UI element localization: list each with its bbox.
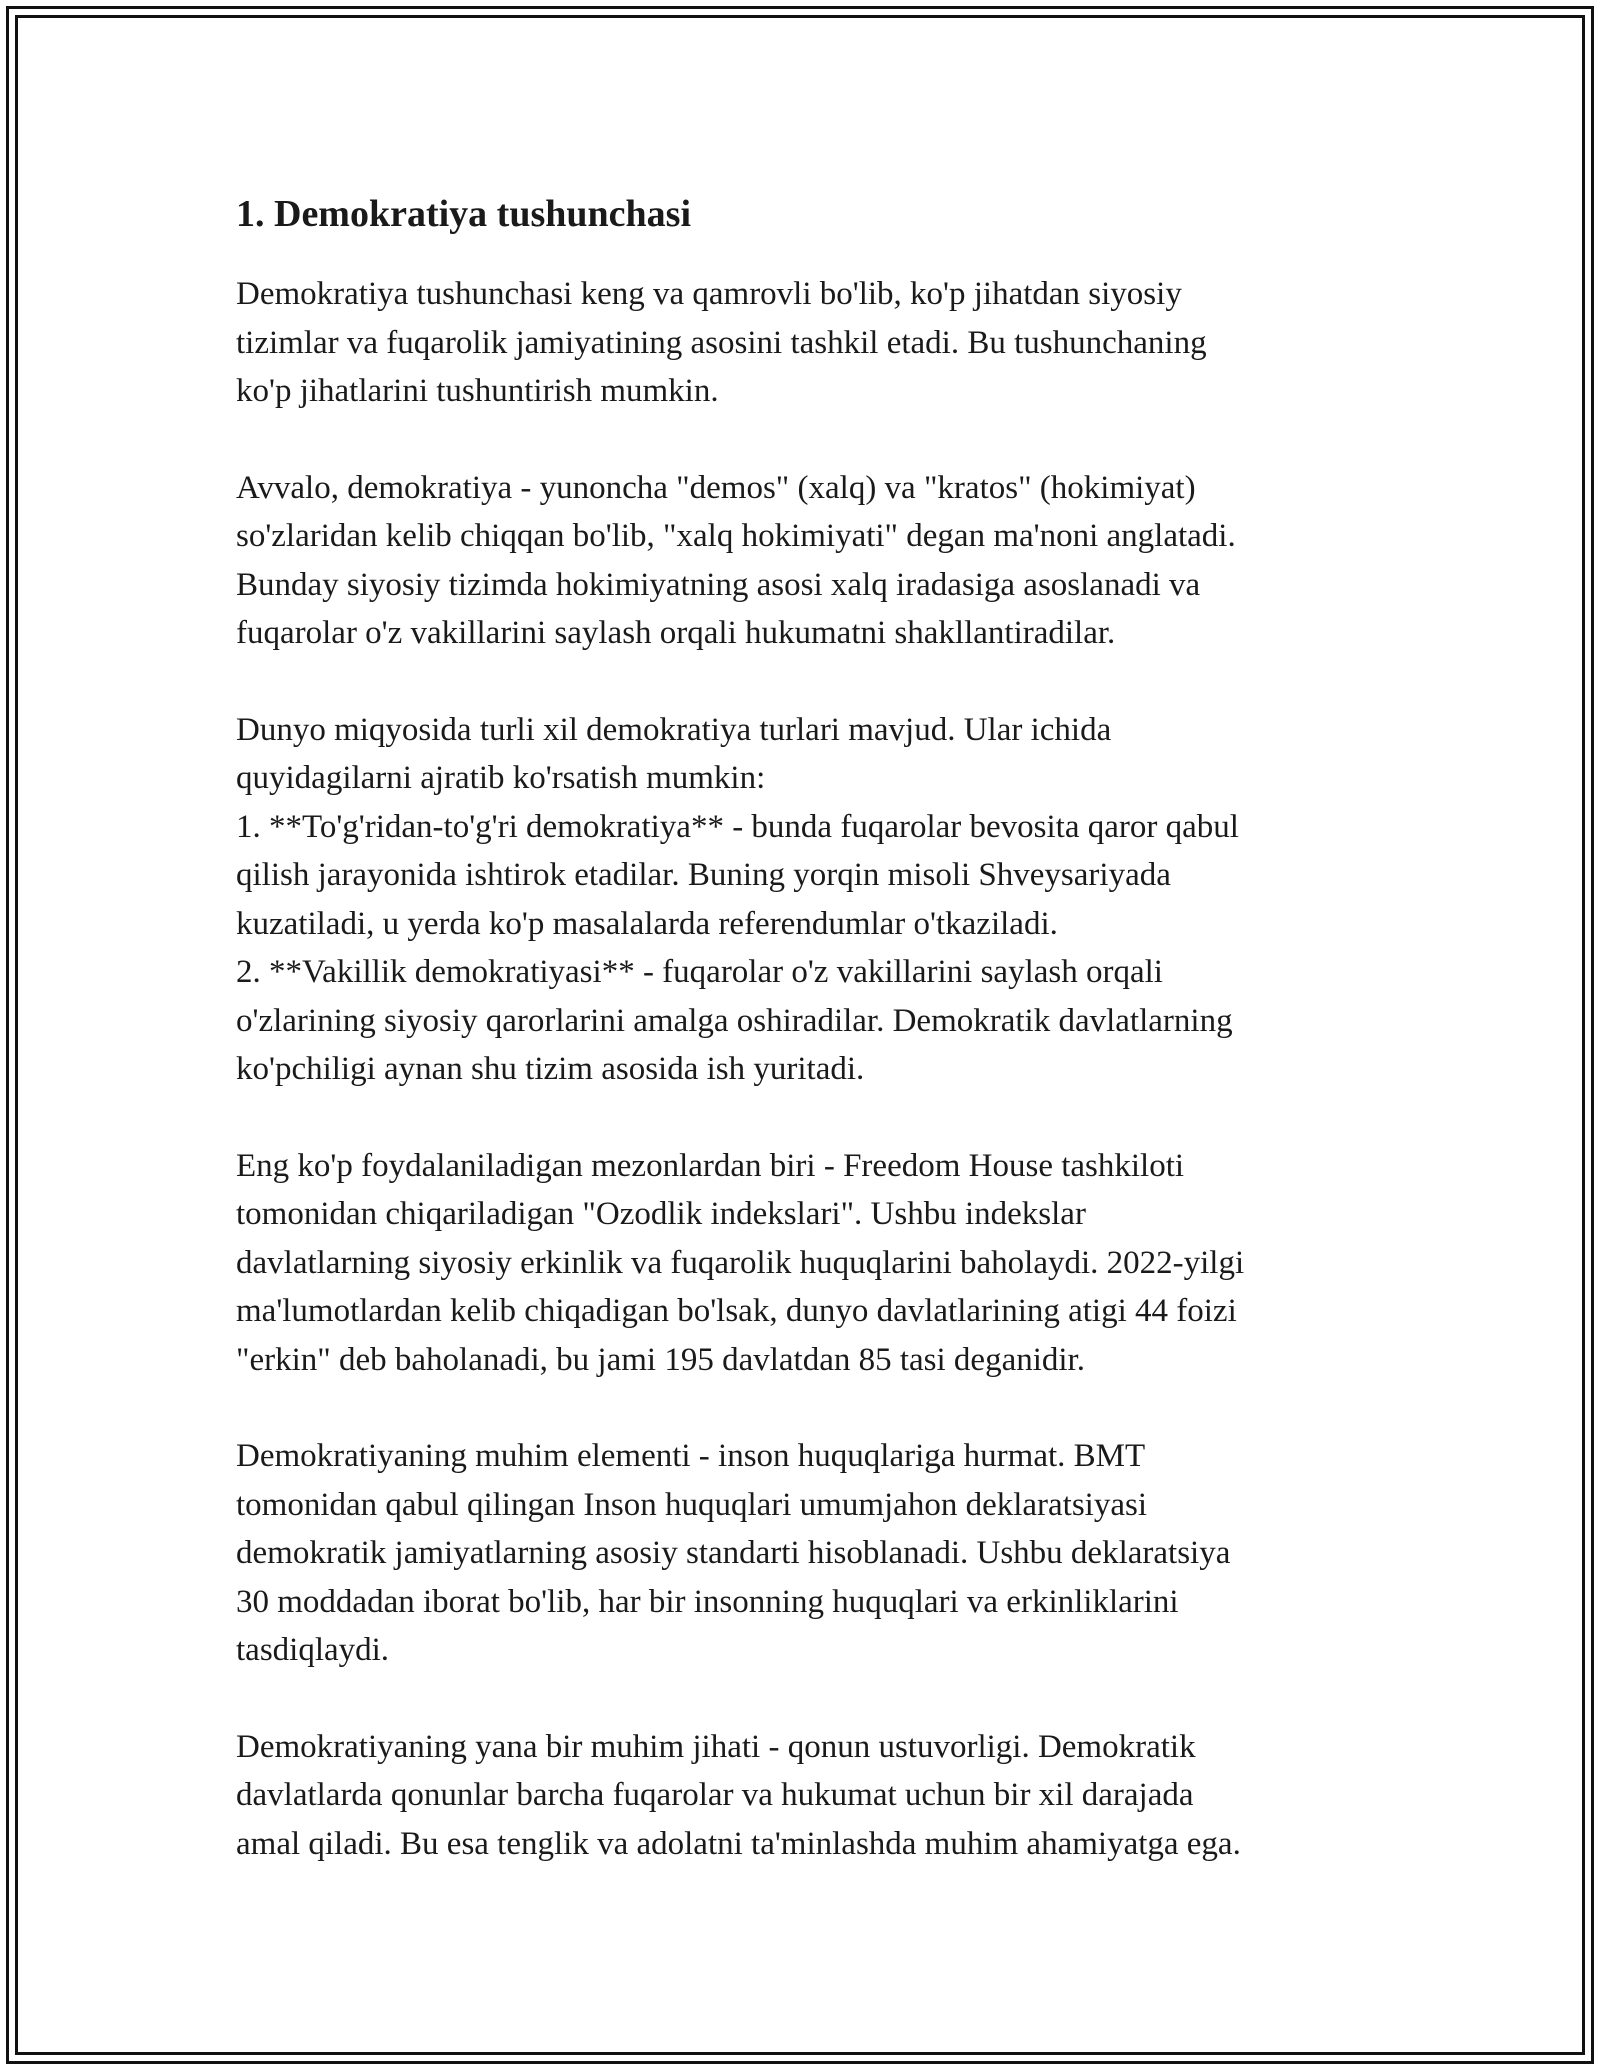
text-line: 1. **To'g'ridan-to'g'ri demokratiya** - bunda fuqarolar bevosita qaror qabul (236, 808, 1239, 845)
document-body (236, 186, 1396, 1916)
text-line: davlatlarning siyosiy erkinlik va fuqarolik huquqlarini baholaydi. 2022-yilgi (236, 1244, 1245, 1281)
paragraph-types (236, 706, 1396, 1094)
text-line: Demokratiyaning yana bir muhim jihati - qonun ustuvorligi. Demokratik (236, 1728, 1196, 1765)
text-line: tomonidan chiqariladigan "Ozodlik indekslari". Ushbu indekslar (236, 1196, 1086, 1232)
text-line: Demokratiyaning muhim elementi - inson huquqlariga hurmat. BMT (236, 1438, 1146, 1474)
text-line: Bunday siyosiy tizimda hokimiyatning asosi xalq iradasiga asoslanadi va (236, 566, 1201, 603)
text-line: tomonidan qabul qilingan Inson huquqlari umumjahon deklaratsiyasi (236, 1486, 1148, 1523)
paragraph-etymology (236, 464, 1396, 658)
text-line: Eng ko'p foydalaniladigan mezonlardan biri - Freedom House tashkiloti (236, 1147, 1185, 1184)
text-line: fuqarolar o'z vakillarini saylash orqali hukumatni shakllantiradilar. (236, 615, 1116, 651)
text-line: demokratik jamiyatlarning asosiy standarti hisoblanadi. Ushbu deklaratsiya (236, 1535, 1231, 1571)
text-line: tizimlar va fuqarolik jamiyatining asosini tashkil etadi. Bu tushunchaning (236, 324, 1207, 361)
text-line: Dunyo miqyosida turli xil demokratiya turlari mavjud. Ular ichida (236, 711, 1112, 748)
text-line: 2. **Vakillik demokratiyasi** - fuqarolar o'z vakillarini saylash orqali (236, 954, 1163, 990)
text-line: o'zlarining siyosiy qarorlarini amalga oshiradilar. Demokratik davlatlarning (236, 1002, 1233, 1039)
text-line: so'zlaridan kelib chiqqan bo'lib, "xalq hokimiyati" degan ma'noni anglatadi. (236, 518, 1236, 554)
paragraph-rule-of-law (236, 1723, 1396, 1869)
text-line: ma'lumotlardan kelib chiqadigan bo'lsak, dunyo davlatlarining atigi 44 foizi (236, 1293, 1237, 1329)
text-line: quyidagilarni ajratib ko'rsatish mumkin: (236, 760, 766, 796)
text-line: Demokratiya tushunchasi keng va qamrovli bo'lib, ko'p jihatdan siyosiy (236, 276, 1182, 312)
paragraph-human-rights (236, 1432, 1396, 1675)
paragraph-freedom-index (236, 1142, 1396, 1385)
section-title: 1. Demokratiya tushunchasi (236, 193, 691, 235)
text-line: "erkin" deb baholanadi, bu jami 195 davlatdan 85 tasi deganidir. (236, 1341, 1085, 1378)
text-line: davlatlarda qonunlar barcha fuqarolar va hukumat uchun bir xil darajada (236, 1777, 1194, 1813)
text-line: 30 moddadan iborat bo'lib, har bir insonning huquqlari va erkinliklarini (236, 1583, 1179, 1620)
text-line: ko'pchiligi aynan shu tizim asosida ish yuritadi. (236, 1051, 865, 1087)
text-line: amal qiladi. Bu esa tenglik va adolatni ta'minlashda muhim ahamiyatga ega. (236, 1825, 1241, 1862)
paragraph-intro (236, 270, 1396, 416)
text-line: Avvalo, demokratiya - yunoncha "demos" (xalq) va "kratos" (hokimiyat) (236, 469, 1196, 506)
text-line: ko'p jihatlarini tushuntirish mumkin. (236, 373, 719, 409)
text-line: qilish jarayonida ishtirok etadilar. Buning yorqin misoli Shveysariyada (236, 857, 1171, 893)
text-line: tasdiqlaydi. (236, 1632, 390, 1668)
text-line: kuzatiladi, u yerda ko'p masalalarda referendumlar o'tkaziladi. (236, 905, 1058, 942)
